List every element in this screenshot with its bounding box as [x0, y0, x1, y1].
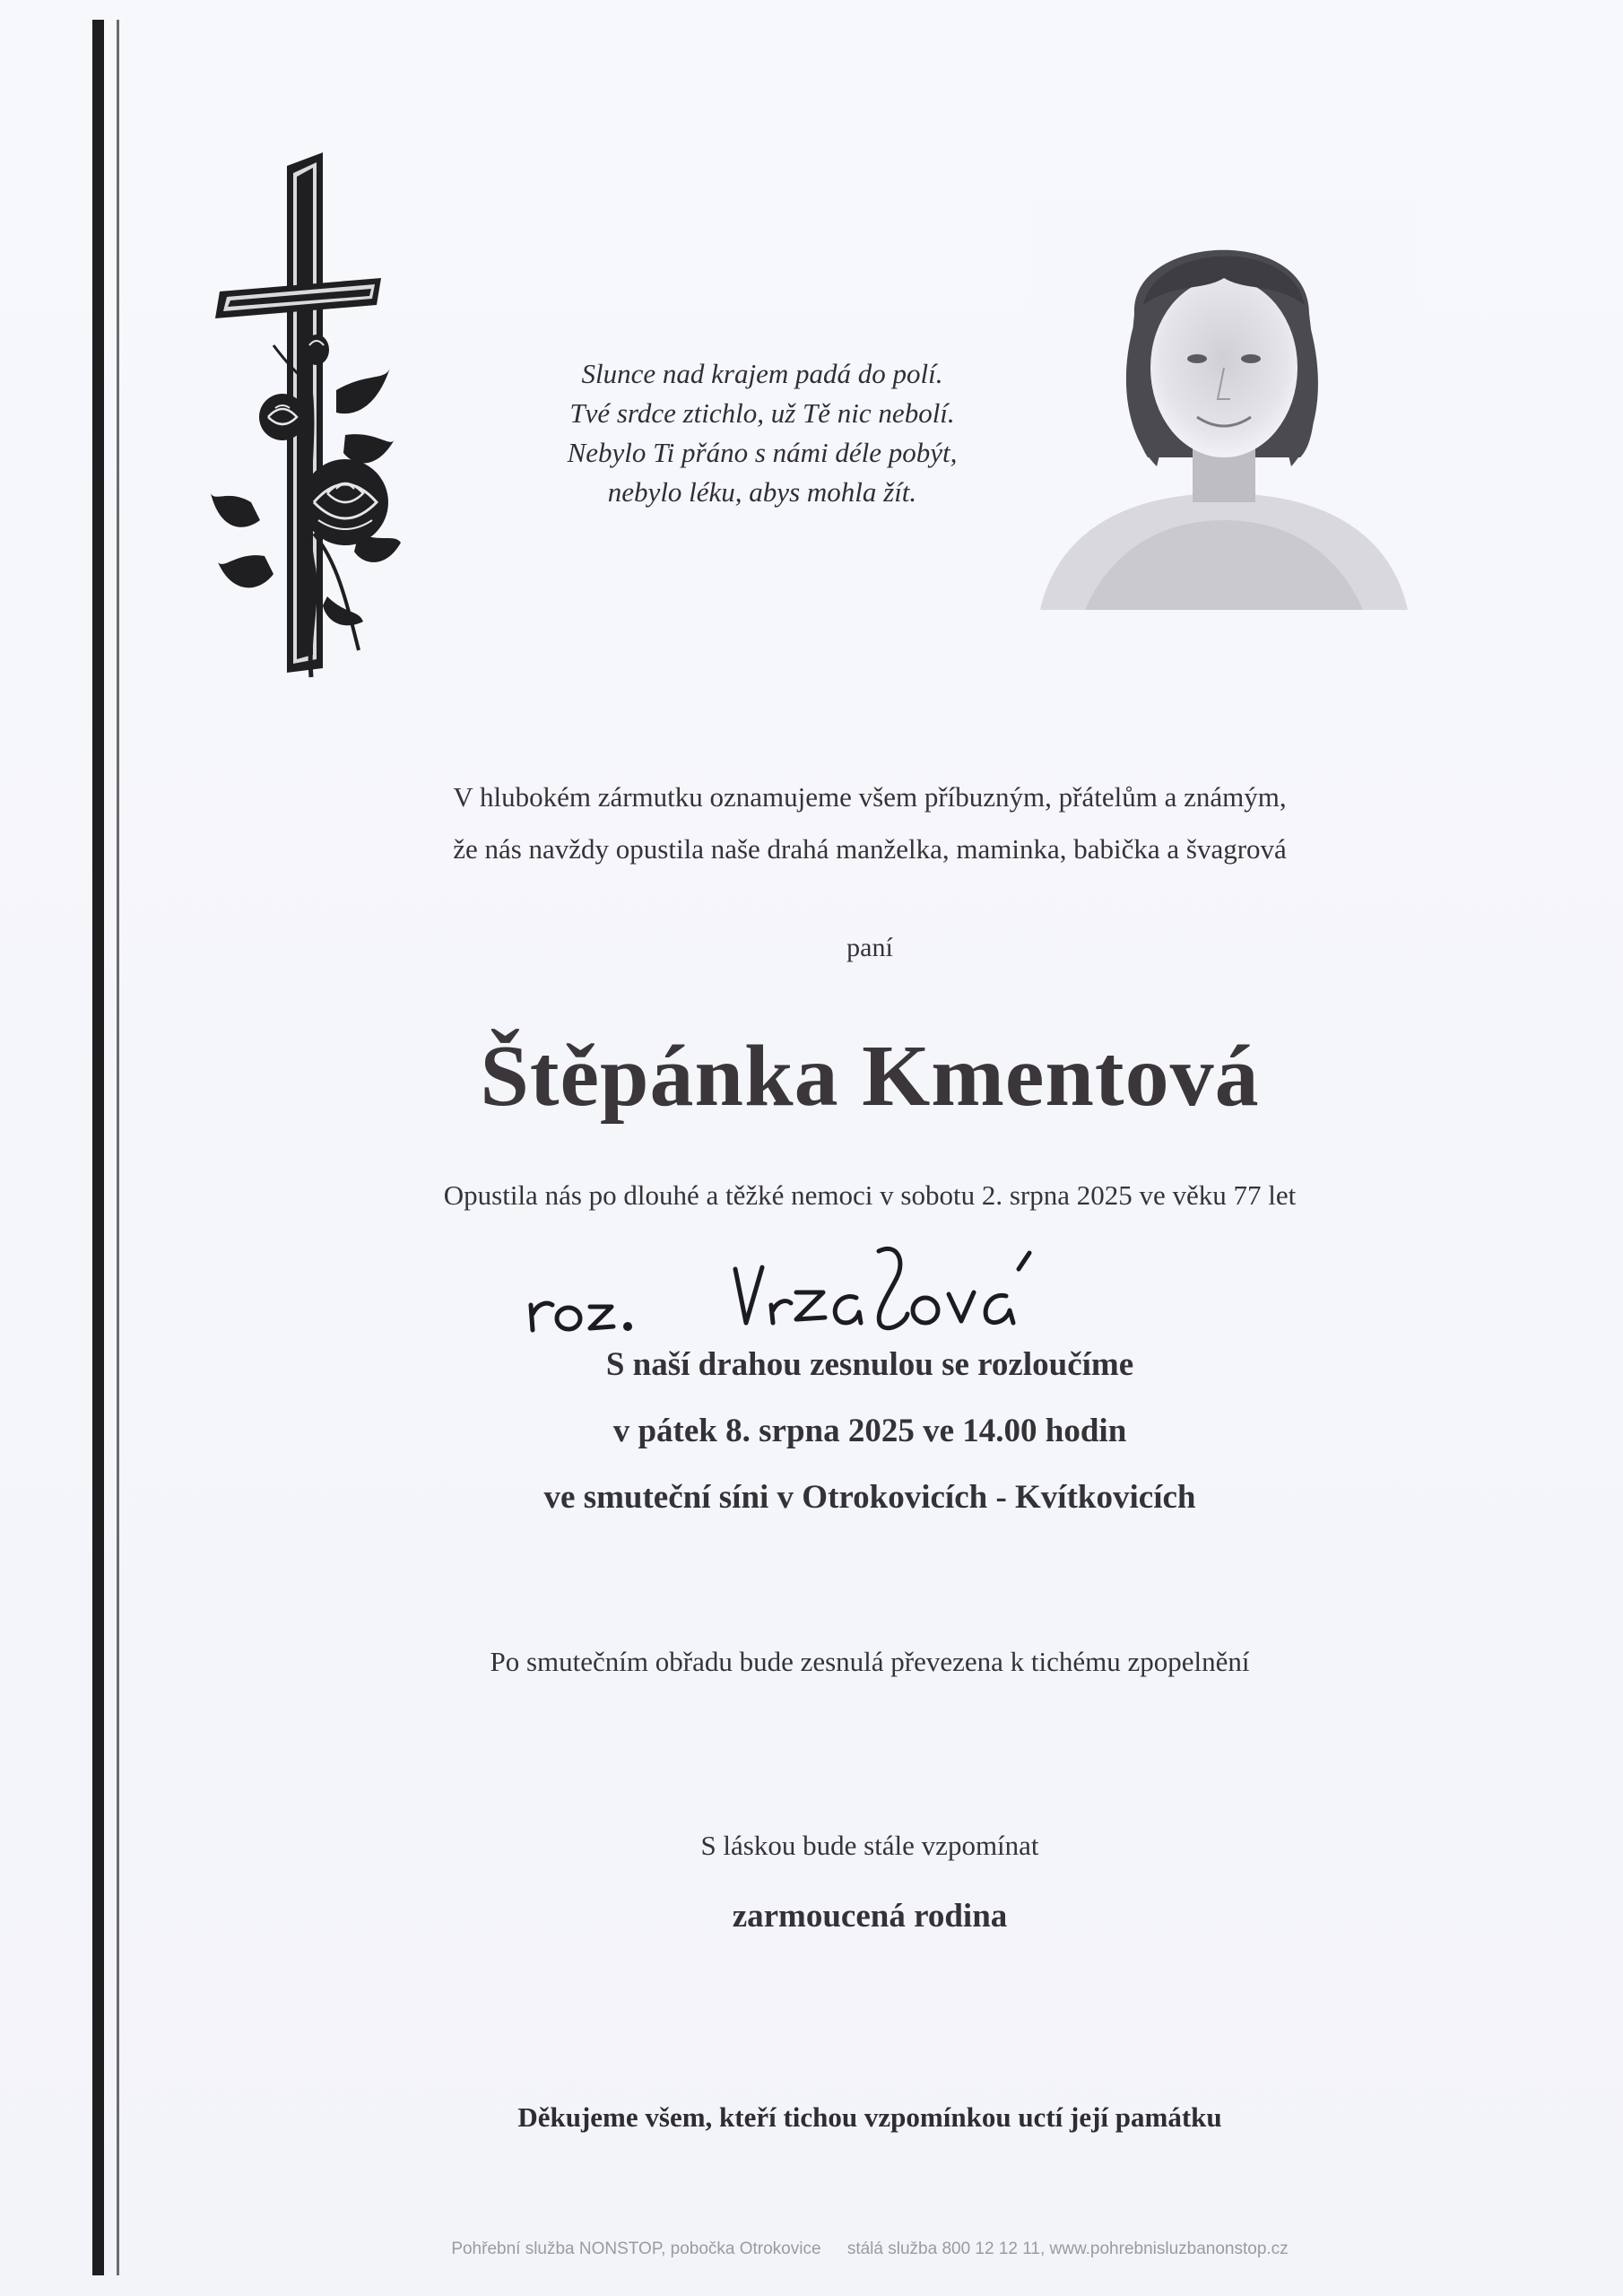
handwritten-maiden-name: [511, 1233, 1139, 1341]
footer-company: Pohřební služba NONSTOP, pobočka Otrokovice: [451, 2239, 821, 2258]
funeral-details: [269, 1332, 1471, 1531]
funeral-line: v pátek 8. srpna 2025 ve 14.00 hodin: [612, 1413, 1127, 1449]
footer-contact: stálá služba 800 12 12 11, www.pohrebnisluzbanonstop.cz: [846, 2239, 1289, 2258]
remembrance-text: S láskou bude stále vzpomínat: [700, 1830, 1039, 1861]
memorial-poem: [502, 354, 1022, 512]
poem-line: Slunce nad krajem padá do polí.: [581, 358, 943, 389]
poem-line: nebylo léku, abys mohla žít.: [607, 476, 917, 508]
funeral-line: S naší drahou zesnulou se rozloučíme: [605, 1346, 1134, 1383]
footer: [269, 2239, 1471, 2259]
family-signature: zarmoucená rodina: [732, 1898, 1008, 1935]
poem-line: Tvé srdce ztichlo, už Tě nic nebolí.: [569, 397, 955, 429]
announcement-line: že nás navždy opustila naše drahá manželka, maminka, babička a švagrová: [453, 833, 1287, 865]
mourning-border-thin: [117, 20, 119, 2275]
deceased-name: Štěpánka Kmentová: [480, 1028, 1260, 1125]
title-prefix: paní: [846, 933, 893, 962]
announcement-text: [269, 771, 1471, 875]
portrait-photo: [1031, 206, 1417, 610]
mourning-border-thick: [92, 20, 104, 2275]
death-note: Opustila nás po dlouhé a těžké nemoci v sobotu 2. srpna 2025 ve věku 77 let: [443, 1179, 1297, 1211]
thanks-text: Děkujeme všem, kteří tichou vzpomínkou uctí její památku: [517, 2101, 1222, 2133]
after-ceremony-note: Po smutečním obřadu bude zesnulá převezena k tichému zpopelnění: [490, 1646, 1250, 1677]
announcement-line: V hlubokém zármutku oznamujeme všem příbuzným, přátelům a známým,: [453, 781, 1287, 813]
cross-with-roses-icon: [211, 148, 404, 700]
poem-line: Nebylo Ti přáno s námi déle pobýt,: [567, 437, 958, 468]
funeral-line: ve smuteční síni v Otrokovicích - Kvítkovicích: [543, 1479, 1196, 1516]
